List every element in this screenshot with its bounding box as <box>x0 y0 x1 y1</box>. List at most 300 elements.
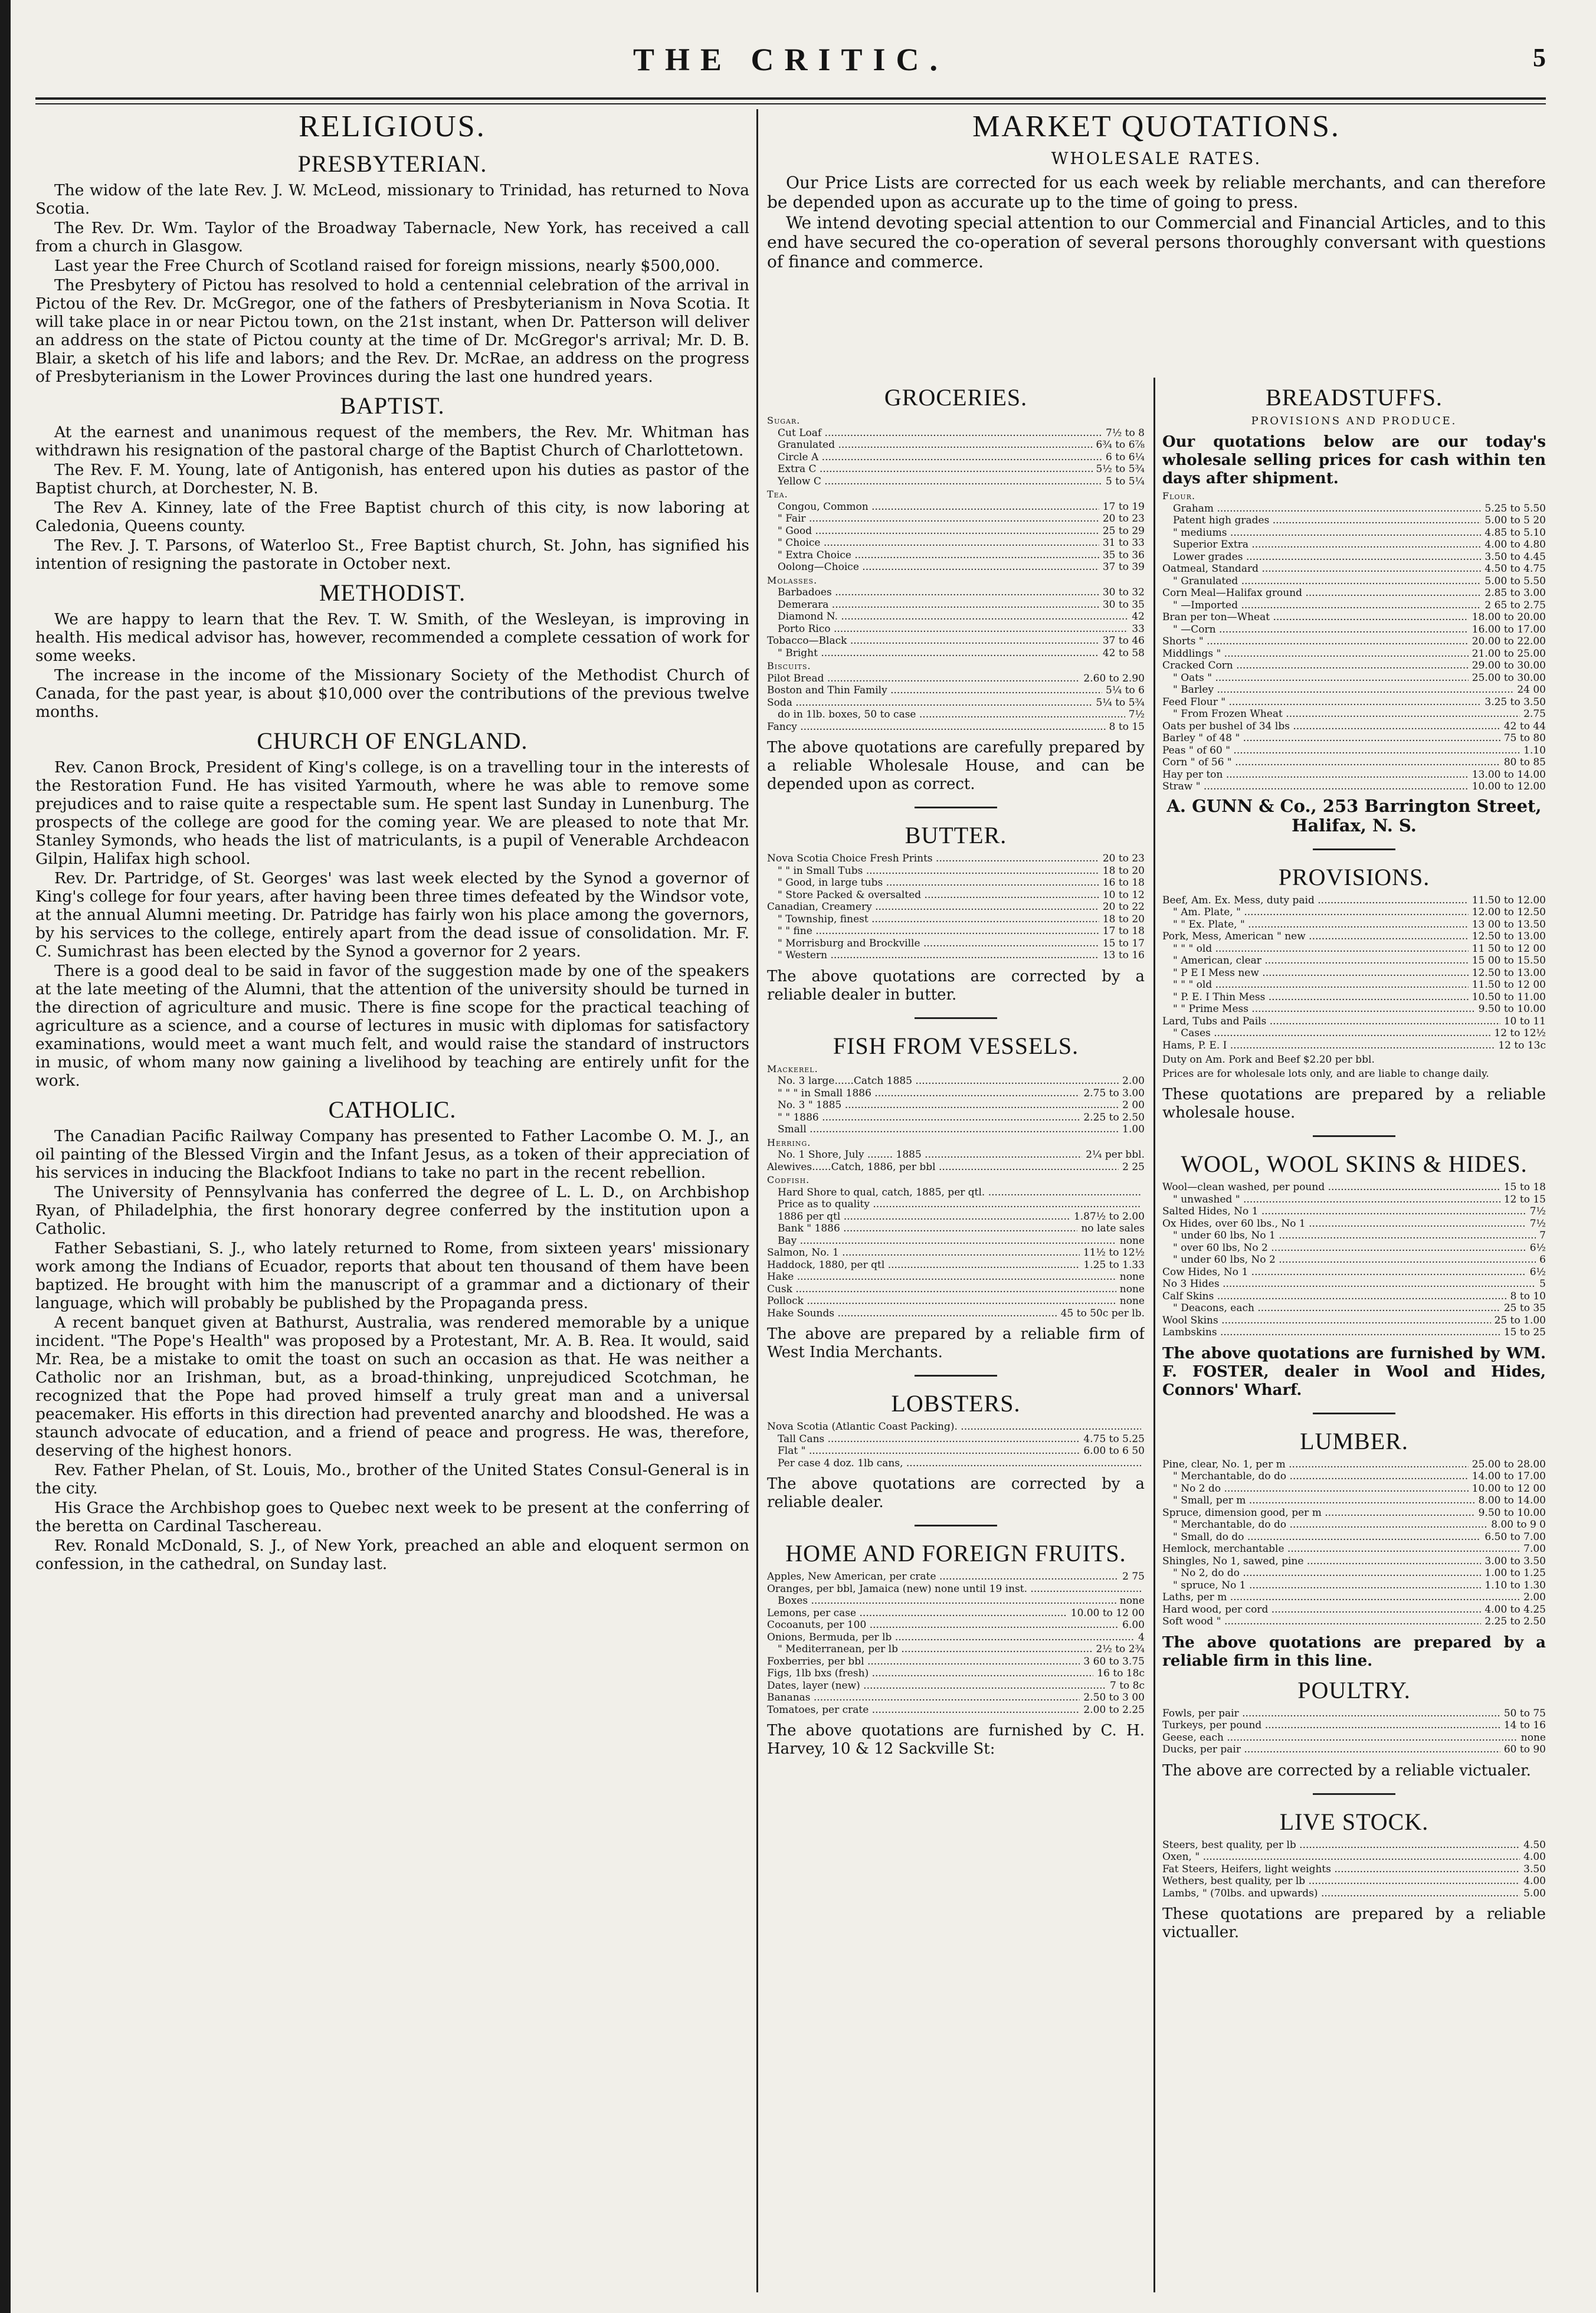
item-price: 18.00 to 20.00 <box>1472 611 1546 623</box>
item-price: 12 to 15 <box>1503 1193 1546 1205</box>
item-label: Congou, Common ..... <box>767 501 1099 513</box>
item-price: 16 to 18 <box>1102 877 1145 889</box>
item-label: Steers, best quality, per lb ..... <box>1162 1839 1520 1852</box>
item-price: 2 65 to 2.75 <box>1484 599 1546 611</box>
item-label: Barbadoes ..... <box>767 587 1099 599</box>
item-label: Shorts " ..... <box>1162 635 1469 648</box>
item-label: Hay per ton ..... <box>1162 769 1469 781</box>
item-label: " P. E. I Thin Mess ..... <box>1162 991 1469 1004</box>
item-label: " From Frozen Wheat ..... <box>1162 708 1520 720</box>
item-price: 33 <box>1132 623 1145 635</box>
price-row <box>767 1149 1145 1161</box>
price-row <box>1162 1194 1546 1206</box>
category-label: Molasses. <box>767 574 818 586</box>
price-row <box>767 684 1145 697</box>
item-label: Oolong—Choice ..... <box>767 561 1099 574</box>
category-label: Biscuits. <box>767 660 811 671</box>
price-row <box>767 721 1145 733</box>
item-label: Soda ..... <box>767 697 1093 709</box>
price-row <box>1162 1744 1546 1756</box>
item-price: 2.75 to 3.00 <box>1083 1087 1145 1099</box>
price-row <box>767 561 1145 574</box>
item-label: " Small, per m ..... <box>1162 1495 1475 1507</box>
catholic-heading: CATHOLIC. <box>328 1096 457 1123</box>
price-row <box>1162 1015 1546 1028</box>
paragraph: Rev. Dr. Partridge, of St. Georges' was last week elected by the Synod a governor of King's college for four years, after having been three times defeated by the Windsor vote, at the annual Alumni meeting. Dr. Patridge has fairly won his place among the governors, by his services to the college, entirely apart from the dead issue of consolidation. Mr. F. C. Sumichrast has been elected by the Synod a governor for 2 years. <box>35 869 749 961</box>
price-row <box>767 635 1145 647</box>
price-row <box>767 623 1145 635</box>
category-label: Tea. <box>767 489 788 500</box>
item-price: 25.00 to 28.00 <box>1472 1458 1546 1470</box>
price-row <box>767 1692 1145 1704</box>
item-label: " Barley ..... <box>1162 684 1513 696</box>
item-price: 18 to 20 <box>1102 864 1145 877</box>
item-price: 24 00 <box>1517 684 1546 696</box>
item-price: 17 to 18 <box>1102 925 1145 937</box>
methodist-paragraphs <box>35 610 749 721</box>
item-label: " " " in Small 1886 ..... <box>767 1087 1080 1100</box>
paragraph: We are happy to learn that the Rev. T. W. Smith, of the Wesleyan, is improving in health. His medical advisor has, however, recommended a complete cessation of work for some weeks. <box>35 610 749 665</box>
item-price: 2.00 to 2.25 <box>1083 1703 1145 1716</box>
item-price: 4.00 to 4.80 <box>1484 539 1546 551</box>
item-price: 7 <box>1539 1230 1546 1241</box>
item-label: Ducks, per pair ..... <box>1162 1744 1500 1756</box>
item-price: 45 to 50c per lb. <box>1060 1307 1145 1319</box>
item-label: " Township, finest ..... <box>767 913 1099 926</box>
price-row <box>1162 708 1546 720</box>
item-price: 25 to 29 <box>1102 525 1145 537</box>
category-label: Mackerel. <box>767 1063 818 1074</box>
groceries-note: The above quotations are carefully prepared by a reliable Wholesale House, and can be depended upon as correct. <box>767 739 1145 793</box>
paragraph: The Canadian Pacific Railway Company has presented to Father Lacombe O. M. J., an oil painting of the Blessed Virgin and the Infant Jesus, as a token of their appreciation of his services in inducing the Blackfoot Indians to take no part in the recent rebellion. <box>35 1127 749 1182</box>
livestock-table <box>1162 1839 1546 1900</box>
item-price: 2 25 <box>1122 1161 1145 1173</box>
item-label: No. 3 " 1885 ..... <box>767 1099 1119 1112</box>
item-label: Hams, P. E. I ..... <box>1162 1040 1495 1052</box>
item-label: Onions, Bermuda, per lb ..... <box>767 1631 1135 1644</box>
price-row <box>1162 1543 1546 1555</box>
item-price: 3.50 <box>1523 1863 1546 1875</box>
item-price: none <box>1119 1271 1145 1283</box>
item-label: Wool Skins ..... <box>1162 1315 1491 1327</box>
breadstuffs-table <box>1162 490 1546 793</box>
item-label: " American, clear ..... <box>1162 955 1469 967</box>
item-price: 31 to 33 <box>1102 537 1145 549</box>
item-label: Wool—clean washed, per pound ..... <box>1162 1181 1500 1194</box>
item-label: Fat Steers, Heifers, light weights ..... <box>1162 1863 1520 1876</box>
price-row <box>767 1223 1145 1235</box>
item-price: 20 to 22 <box>1102 901 1145 913</box>
price-row <box>767 476 1145 488</box>
paragraph: The increase in the income of the Missionary Society of the Methodist Church of Canada, for the past year, is about $10,000 over the contributions of the previous twelve months. <box>35 666 749 721</box>
item-label: " Granulated ..... <box>1162 575 1481 588</box>
item-price: 11.50 to 12 00 <box>1472 979 1546 991</box>
price-row <box>1162 1591 1546 1604</box>
item-label: " " " old ..... <box>1162 979 1469 991</box>
price-row <box>767 1457 1145 1470</box>
breadstuffs-heading: BREADSTUFFS. <box>1266 384 1443 411</box>
item-label: Pine, clear, No. 1, per m ..... <box>1162 1459 1469 1471</box>
item-label: Circle A ..... <box>767 451 1102 464</box>
methodist-heading: METHODIST. <box>319 579 466 606</box>
item-price: 30 to 32 <box>1102 587 1145 598</box>
item-label: Peas " of 60 " ..... <box>1162 745 1520 757</box>
price-row <box>1162 979 1546 991</box>
item-price: 8 to 15 <box>1109 720 1145 733</box>
price-row <box>1162 1555 1546 1568</box>
wool-heading: WOOL, WOOL SKINS & HIDES. <box>1181 1151 1528 1177</box>
price-row <box>767 525 1145 538</box>
item-label: Bananas ..... <box>767 1692 1080 1704</box>
item-label: Pork, Mess, American " new ..... <box>1162 931 1469 943</box>
item-label: Superior Extra ..... <box>1162 539 1481 551</box>
poultry-table <box>1162 1708 1546 1756</box>
provisions-duty: Duty on Am. Pork and Beef $2.20 per bbl. <box>1162 1054 1375 1066</box>
item-label: Salted Hides, No 1 ..... <box>1162 1205 1526 1218</box>
price-row <box>767 1643 1145 1656</box>
item-price: 13 00 to 13.50 <box>1472 918 1546 931</box>
item-label: Tomatoes, per crate ..... <box>767 1704 1080 1716</box>
price-row <box>1162 599 1546 612</box>
item-label: " P E I Mess new ..... <box>1162 967 1469 979</box>
item-label: " Good, in large tubs ..... <box>767 877 1099 889</box>
price-row <box>1162 1205 1546 1218</box>
item-price: 7½ to 8 <box>1106 427 1145 439</box>
item-label: " Cases ..... <box>1162 1027 1490 1040</box>
price-row <box>767 1235 1145 1247</box>
item-price: 16.00 to 17.00 <box>1472 623 1546 635</box>
price-row <box>767 1607 1145 1620</box>
price-row <box>1162 919 1546 931</box>
item-label: Corn Meal—Halifax ground ..... <box>1162 587 1481 599</box>
item-label: Lard, Tubs and Pails ..... <box>1162 1015 1500 1028</box>
item-label: " Bright ..... <box>767 647 1099 660</box>
item-label: Straw " ..... <box>1162 781 1469 793</box>
price-row <box>1162 660 1546 672</box>
item-label: " Choice ..... <box>767 537 1099 549</box>
item-label: Cut Loaf ..... <box>767 427 1102 440</box>
item-label: " " " old ..... <box>1162 943 1469 955</box>
item-price: 5 <box>1539 1278 1546 1290</box>
section-divider <box>915 1017 997 1019</box>
breadstuffs-subheading: PROVISIONS AND PRODUCE. <box>1251 415 1457 427</box>
item-label: Tall Cans ..... <box>767 1433 1080 1446</box>
item-label: Spruce, dimension good, per m ..... <box>1162 1507 1475 1519</box>
baptist-heading: BAPTIST. <box>340 392 445 419</box>
item-price: 1.10 <box>1523 744 1546 756</box>
market-subheading: WHOLESALE RATES. <box>1051 149 1262 168</box>
item-label: Granulated ..... <box>767 439 1093 451</box>
item-label: " Morrisburg and Brockville ..... <box>767 938 1099 950</box>
price-row <box>1162 1230 1546 1242</box>
price-row <box>1162 648 1546 660</box>
item-label: Hard Shore to qual, catch, 1885, per qtl. ..... <box>767 1187 1141 1199</box>
item-price: 4.00 to 4.25 <box>1484 1603 1546 1616</box>
item-price: 1.00 to 1.25 <box>1484 1567 1546 1579</box>
item-price: 80 to 85 <box>1503 756 1546 768</box>
price-row <box>1162 1851 1546 1863</box>
item-label: " Good ..... <box>767 525 1099 538</box>
item-label: Cracked Corn ..... <box>1162 660 1469 672</box>
price-row <box>1162 769 1546 781</box>
item-label: " No 2, do do ..... <box>1162 1567 1481 1580</box>
livestock-note: These quotations are prepared by a reliable victualler. <box>1162 1905 1546 1941</box>
item-label: " Extra Choice ..... <box>767 549 1099 562</box>
wool-table <box>1162 1181 1546 1339</box>
price-row <box>767 1631 1145 1644</box>
lobsters-note: The above quotations are corrected by a reliable dealer. <box>767 1475 1145 1511</box>
item-price: none <box>1119 1283 1145 1295</box>
item-label: " " fine ..... <box>767 925 1099 938</box>
price-row <box>1162 967 1546 979</box>
item-label: " under 60 lbs, No 2 ..... <box>1162 1254 1536 1266</box>
item-price: 7½ <box>1529 1217 1546 1230</box>
item-label: Apples, New American, per crate ..... <box>767 1571 1119 1583</box>
price-row <box>1162 732 1546 745</box>
price-row <box>767 938 1145 950</box>
item-label: Corn " of 56 " ..... <box>1162 756 1500 769</box>
item-price: 30 to 35 <box>1102 598 1145 611</box>
price-row <box>767 451 1145 464</box>
item-label: Hake ..... <box>767 1271 1116 1283</box>
price-row <box>767 1112 1145 1124</box>
item-label: Turkeys, per pound ..... <box>1162 1719 1500 1732</box>
breadstuffs-intro: Our quotations below are our today's wholesale selling prices for cash within ten days after shipment. <box>1162 433 1546 487</box>
item-label: Cocoanuts, per 100 ..... <box>767 1619 1119 1631</box>
item-label: Patent high grades ..... <box>1162 515 1481 527</box>
item-price <box>1141 1583 1145 1595</box>
price-row <box>767 1099 1145 1112</box>
item-label: Yellow C ..... <box>767 476 1102 488</box>
item-label: " Western ..... <box>767 949 1099 962</box>
price-row <box>1162 635 1546 648</box>
item-price: none <box>1119 1295 1145 1307</box>
price-row <box>1162 527 1546 539</box>
item-label: Figs, 1lb bxs (fresh) ..... <box>767 1667 1093 1680</box>
item-price: 4.85 to 5.10 <box>1484 526 1546 539</box>
price-row <box>767 501 1145 513</box>
item-label: No. 1 Shore, July ........ 1885 ..... <box>767 1149 1082 1161</box>
price-row <box>1162 1290 1546 1303</box>
item-label: Bay ..... <box>767 1235 1116 1247</box>
item-label: " —Imported ..... <box>1162 599 1481 612</box>
price-row <box>767 587 1145 599</box>
item-price: 4.75 to 5.25 <box>1083 1433 1145 1445</box>
price-row <box>1162 696 1546 709</box>
item-label: " Merchantable, do do ..... <box>1162 1519 1487 1531</box>
price-row <box>1162 1242 1546 1254</box>
price-row <box>1162 1266 1546 1279</box>
price-row <box>1162 539 1546 551</box>
item-label: Hake Sounds ..... <box>767 1308 1057 1320</box>
item-label: Wethers, best quality, per lb ..... <box>1162 1875 1520 1888</box>
item-label: Boxes ..... <box>767 1595 1116 1607</box>
price-row <box>1162 955 1546 967</box>
paragraph: The Rev. Dr. Wm. Taylor of the Broadway Tabernacle, New York, has received a call from a church in Glasgow. <box>35 219 749 255</box>
item-price: 5.00 to 5 20 <box>1484 515 1546 526</box>
lumber-note: The above quotations are prepared by a reliable firm in this line. <box>1162 1633 1546 1670</box>
item-price: 18 to 20 <box>1102 913 1145 925</box>
item-label: Nova Scotia (Atlantic Coast Packing). ..... <box>767 1421 1141 1433</box>
paragraph: Rev. Ronald McDonald, S. J., of New York, preached an able and eloquent sermon on confession, in the cathedral, on Sunday last. <box>35 1536 749 1573</box>
price-row <box>767 673 1145 685</box>
item-label: " under 60 lbs, No 1 ..... <box>1162 1230 1536 1242</box>
market-right-column <box>1162 378 1546 2292</box>
price-row <box>767 1198 1145 1211</box>
item-price: 42 <box>1132 611 1145 623</box>
item-label: " Oats " ..... <box>1162 672 1469 684</box>
religious-heading: RELIGIOUS. <box>299 110 486 143</box>
item-price: 42 to 44 <box>1503 720 1546 732</box>
item-label: Lambskins ..... <box>1162 1326 1500 1339</box>
paragraph: His Grace the Archbishop goes to Quebec next week to be present at the conferring of the beretta on Cardinal Taschereau. <box>35 1499 749 1535</box>
item-price: 3.25 to 3.50 <box>1484 696 1546 708</box>
item-label: " Fair ..... <box>767 513 1099 525</box>
price-row <box>1162 684 1546 696</box>
price-row <box>767 1161 1145 1174</box>
price-row <box>1162 1708 1546 1720</box>
item-price: 6½ <box>1529 1241 1546 1254</box>
item-price: 12.50 to 13.00 <box>1472 931 1546 942</box>
item-price: 1.87½ to 2.00 <box>1073 1210 1145 1223</box>
paragraph: The Rev. F. M. Young, late of Antigonish, has entered upon his duties as pastor of the Baptist church, at Dorchester, N. B. <box>35 461 749 497</box>
item-price: 10.50 to 11.00 <box>1472 991 1546 1003</box>
price-row <box>767 901 1145 913</box>
item-label: Shingles, No 1, sawed, pine ..... <box>1162 1555 1481 1568</box>
item-price: 12.50 to 13.00 <box>1472 967 1546 979</box>
church-of-england-paragraphs <box>35 758 749 1090</box>
price-row <box>767 1187 1145 1199</box>
item-label: " " 1886 ..... <box>767 1112 1080 1124</box>
item-price: 3.50 to 4.45 <box>1484 551 1546 563</box>
item-price: 2.25 to 2.50 <box>1083 1111 1145 1123</box>
masthead-title: THE CRITIC. <box>632 42 949 77</box>
item-price: 6.00 to 6 50 <box>1083 1445 1145 1457</box>
section-divider <box>1313 1135 1395 1137</box>
paragraph: The Rev. J. T. Parsons, of Waterloo St., Free Baptist church, St. John, has signified his intention of resigning the pastorate in October next. <box>35 536 749 573</box>
provisions-note: These quotations are prepared by a reliable wholesale house. <box>1162 1086 1546 1122</box>
price-row <box>1162 1315 1546 1327</box>
category-label: Flour. <box>1162 490 1196 502</box>
item-price: 7 to 8c <box>1109 1679 1145 1692</box>
item-price: 12.00 to 12.50 <box>1472 906 1546 918</box>
item-label: Canadian, Creamery ..... <box>767 901 1099 913</box>
item-label: Extra C ..... <box>767 463 1093 476</box>
item-label: Hemlock, merchantable ..... <box>1162 1543 1520 1555</box>
item-price: 14.00 to 17.00 <box>1472 1470 1546 1482</box>
item-label: Bran per ton—Wheat ..... <box>1162 611 1469 624</box>
price-row <box>1162 1003 1546 1015</box>
item-label: " " in Small Tubs ..... <box>767 865 1099 877</box>
price-row <box>1162 943 1546 955</box>
item-price: 50 to 75 <box>1503 1707 1546 1719</box>
item-label: Porto Rico ..... <box>767 623 1128 635</box>
item-price: 4 <box>1138 1631 1145 1643</box>
price-row <box>767 1583 1145 1595</box>
provisions-prices-note: Prices are for wholesale lots only, and are liable to change daily. <box>1162 1068 1489 1080</box>
paragraph: Rev. Canon Brock, President of King's college, is on a travelling tour in the interests of the Restoration Fund. He has visited Yarmouth, where he was able to remove some prejudices and to raise quite a respectable sum. He spent last Sunday in Lunenburg. The prospects of the college are good for the coming year. We are pleased to note that Mr. Stanley Symonds, who heads the list of matriculants, is a pupil of Venerable Archdeacon Gilpin, Halifax high school. <box>35 758 749 868</box>
item-price: 2.85 to 3.00 <box>1484 587 1546 599</box>
price-row <box>767 853 1145 865</box>
item-label: Geese, each ..... <box>1162 1732 1518 1744</box>
item-label: Boston and Thin Family ..... <box>767 684 1102 697</box>
item-label: " over 60 lbs, No 2 ..... <box>1162 1242 1526 1254</box>
item-label: Cusk ..... <box>767 1283 1116 1296</box>
item-price: none <box>1119 1234 1145 1247</box>
item-price: 35 to 36 <box>1102 549 1145 561</box>
item-label: Dates, layer (new) ..... <box>767 1680 1106 1692</box>
section-divider <box>915 1375 997 1377</box>
item-price: 10.00 to 12 00 <box>1472 1482 1546 1495</box>
item-label: Beef, Am. Ex. Mess, duty paid ..... <box>1162 895 1469 907</box>
item-label: Pilot Bread ..... <box>767 673 1080 685</box>
item-price: 20 to 23 <box>1102 513 1145 525</box>
price-row <box>1162 1326 1546 1339</box>
masthead-rule <box>35 97 1546 104</box>
item-price: 6.00 <box>1122 1619 1145 1631</box>
market-intro <box>767 173 1546 271</box>
butter-note: The above quotations are corrected by a reliable dealer in butter. <box>767 967 1145 1004</box>
item-price: 29.00 to 30.00 <box>1472 660 1546 671</box>
price-row <box>1162 624 1546 636</box>
item-label: Small ..... <box>767 1123 1119 1136</box>
price-row <box>1162 1580 1546 1592</box>
paragraph: The University of Pennsylvania has conferred the degree of L. L. D., on Archbishop Ryan, of Philadelphia, the first honorary degree conferred by the institution upon a Catholic. <box>35 1183 749 1238</box>
item-label: Lemons, per case ..... <box>767 1607 1067 1620</box>
paragraph: The widow of the late Rev. J. W. McLeod, missionary to Trinidad, has returned to Nova Scotia. <box>35 181 749 218</box>
item-label: " spruce, No 1 ..... <box>1162 1580 1481 1592</box>
item-price: 6¾ to 6⅞ <box>1096 439 1145 451</box>
item-price: 10.00 to 12.00 <box>1472 781 1546 792</box>
item-label: Soft wood " ..... <box>1162 1616 1481 1628</box>
item-price: no late sales <box>1081 1223 1145 1234</box>
item-price: 4.00 <box>1523 1851 1546 1863</box>
item-label: Feed Flour " ..... <box>1162 696 1481 709</box>
item-label: " —Corn ..... <box>1162 624 1469 636</box>
fruits-heading: HOME AND FOREIGN FRUITS. <box>785 1540 1126 1567</box>
item-price: 13.00 to 14.00 <box>1472 768 1546 781</box>
item-price: 5.00 <box>1523 1887 1546 1899</box>
item-label: " Merchantable, do do ..... <box>1162 1470 1469 1483</box>
price-row <box>767 1421 1145 1433</box>
price-row <box>767 1680 1145 1692</box>
price-row <box>767 1087 1145 1100</box>
price-row <box>767 1704 1145 1716</box>
item-label: Barley " of 48 " ..... <box>1162 732 1500 745</box>
price-row <box>1162 1732 1546 1744</box>
item-price: 13 to 16 <box>1102 949 1145 961</box>
section-divider <box>1313 1413 1395 1414</box>
butter-table <box>767 853 1145 962</box>
item-label: Flat " ..... <box>767 1445 1080 1457</box>
price-row <box>1162 551 1546 563</box>
item-label: Cow Hides, No 1 ..... <box>1162 1266 1526 1279</box>
price-row <box>767 877 1145 889</box>
page-edge <box>0 0 11 2313</box>
wool-note: The above quotations are furnished by WM. F. FOSTER, dealer in Wool and Hides, Connors' Wharf. <box>1162 1344 1546 1399</box>
item-label: Ox Hides, over 60 lbs., No 1 ..... <box>1162 1218 1526 1230</box>
item-label: " Store Packed & oversalted ..... <box>767 889 1099 902</box>
item-price: 4.00 <box>1523 1875 1546 1887</box>
item-price: 15 to 25 <box>1503 1326 1546 1338</box>
price-row <box>767 1211 1145 1223</box>
item-label: " mediums ..... <box>1162 527 1481 539</box>
price-row <box>767 549 1145 562</box>
item-price: 75 to 80 <box>1503 732 1546 744</box>
item-price: 5 to 5¼ <box>1106 475 1145 487</box>
item-price: 15 to 17 <box>1102 937 1145 949</box>
item-price: 2 75 <box>1122 1571 1145 1583</box>
